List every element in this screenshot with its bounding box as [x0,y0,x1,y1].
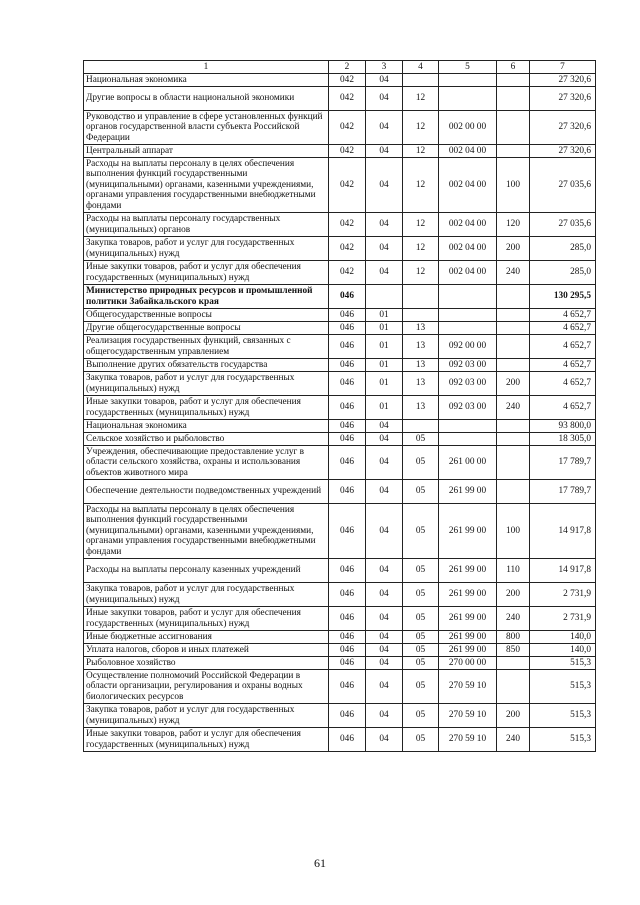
admin-code-cell: 046 [329,396,366,420]
amount-cell: 285,0 [530,261,596,285]
section-cell: 04 [366,87,403,111]
amount-cell: 93 800,0 [530,420,596,433]
target-article-cell: 002 04 00 [439,237,497,261]
expense-type-cell [497,420,530,433]
table-row [84,670,596,704]
amount-cell: 17 789,7 [530,480,596,504]
section-cell: 04 [366,111,403,145]
target-article-cell: 002 04 00 [439,261,497,285]
table-row [84,359,596,372]
table-row [84,335,596,359]
row-name-cell: Учреждения, обеспечивающие предоставление услуг в области сельского хозяйства, охраны и использования объектов животного мира [84,446,329,480]
expense-type-cell [497,309,530,322]
row-name-cell: Расходы на выплаты персоналу в целях обеспечения выполнения функций государственными (муниципальными) органами, казенными учреждениями, органами управления государственными внебюджетными фондами [84,504,329,559]
section-cell: 01 [366,359,403,372]
amount-cell: 27 320,6 [530,145,596,158]
expense-type-cell: 240 [497,261,530,285]
subsection-cell: 05 [403,583,439,607]
admin-code-cell: 046 [329,446,366,480]
table-row [84,145,596,158]
row-name-cell: Расходы на выплаты персоналу государственных (муниципальных) органов [84,213,329,237]
section-cell: 04 [366,433,403,446]
amount-cell: 285,0 [530,237,596,261]
section-cell: 01 [366,372,403,396]
target-article-cell [439,322,497,335]
expense-type-cell: 240 [497,728,530,752]
row-name-cell: Иные закупки товаров, работ и услуг для обеспечения государственных (муниципальных) нужд [84,607,329,631]
row-name-cell: Расходы на выплаты персоналу в целях обеспечения выполнения функций государственными (муниципальными) органами, казенными учреждениями, органами управления государственными внебюджетными фондами [84,158,329,213]
target-article-cell: 261 99 00 [439,504,497,559]
section-cell: 01 [366,335,403,359]
target-article-cell [439,87,497,111]
row-name-cell: Иные бюджетные ассигнования [84,631,329,644]
subsection-cell: 05 [403,704,439,728]
amount-cell: 4 652,7 [530,396,596,420]
expense-type-cell [497,87,530,111]
target-article-cell [439,420,497,433]
expense-type-cell [497,446,530,480]
expense-type-cell: 800 [497,631,530,644]
target-article-cell: 002 04 00 [439,145,497,158]
section-cell: 04 [366,145,403,158]
table-row [84,213,596,237]
target-article-cell: 092 00 00 [439,335,497,359]
amount-cell: 4 652,7 [530,322,596,335]
section-cell: 04 [366,213,403,237]
section-cell: 04 [366,583,403,607]
admin-code-cell: 046 [329,372,366,396]
subsection-cell: 05 [403,644,439,657]
table-row [84,704,596,728]
row-name-cell: Закупка товаров, работ и услуг для государственных (муниципальных) нужд [84,704,329,728]
subsection-cell: 05 [403,607,439,631]
amount-cell: 4 652,7 [530,309,596,322]
subsection-cell: 05 [403,670,439,704]
row-name-cell: Центральный аппарат [84,145,329,158]
amount-cell: 14 917,8 [530,504,596,559]
table-row [84,504,596,559]
target-article-cell: 270 00 00 [439,657,497,670]
expense-type-cell [497,670,530,704]
expense-type-cell [497,111,530,145]
amount-cell: 515,3 [530,728,596,752]
row-name-cell: Сельское хозяйство и рыболовство [84,433,329,446]
row-name-cell: Министерство природных ресурсов и промышленной политики Забайкальского края [84,285,329,309]
row-name-cell: Уплата налогов, сборов и иных платежей [84,644,329,657]
admin-code-cell: 042 [329,74,366,87]
section-cell: 04 [366,504,403,559]
amount-cell: 2 731,9 [530,607,596,631]
table-row [84,433,596,446]
row-name-cell: Закупка товаров, работ и услуг для государственных (муниципальных) нужд [84,237,329,261]
expense-type-cell [497,657,530,670]
expense-type-cell [497,285,530,309]
section-cell: 04 [366,237,403,261]
target-article-cell: 002 00 00 [439,111,497,145]
section-cell: 04 [366,446,403,480]
table-row [84,559,596,583]
target-article-cell: 092 03 00 [439,359,497,372]
table-row [84,372,596,396]
table-row [84,420,596,433]
admin-code-cell: 046 [329,583,366,607]
row-name-cell: Другие вопросы в области национальной экономики [84,87,329,111]
target-article-cell: 002 04 00 [439,213,497,237]
admin-code-cell: 042 [329,237,366,261]
subsection-cell: 05 [403,631,439,644]
expense-type-cell: 200 [497,583,530,607]
amount-cell: 4 652,7 [530,359,596,372]
admin-code-cell: 046 [329,322,366,335]
table-row [84,631,596,644]
section-cell: 04 [366,420,403,433]
table-row [84,237,596,261]
subsection-cell: 12 [403,145,439,158]
expense-type-cell [497,74,530,87]
table-row [84,111,596,145]
expense-type-cell: 240 [497,396,530,420]
section-cell: 04 [366,480,403,504]
amount-cell: 27 320,6 [530,111,596,145]
target-article-cell [439,74,497,87]
subsection-cell: 12 [403,158,439,213]
subsection-cell: 12 [403,87,439,111]
target-article-cell: 261 99 00 [439,559,497,583]
row-name-cell: Закупка товаров, работ и услуг для государственных (муниципальных) нужд [84,583,329,607]
admin-code-cell: 042 [329,213,366,237]
subsection-cell [403,74,439,87]
target-article-cell [439,285,497,309]
section-cell: 01 [366,396,403,420]
section-cell: 04 [366,728,403,752]
section-cell: 04 [366,670,403,704]
subsection-cell: 12 [403,213,439,237]
amount-cell: 130 295,5 [530,285,596,309]
subsection-cell [403,285,439,309]
admin-code-cell: 046 [329,359,366,372]
amount-cell: 27 035,6 [530,158,596,213]
section-cell: 04 [366,261,403,285]
expense-type-cell: 200 [497,237,530,261]
expense-type-cell: 100 [497,158,530,213]
subsection-cell: 12 [403,111,439,145]
target-article-cell: 261 00 00 [439,446,497,480]
table-row [84,74,596,87]
expense-type-cell [497,335,530,359]
target-article-cell: 261 99 00 [439,480,497,504]
subsection-cell: 05 [403,480,439,504]
section-cell: 01 [366,322,403,335]
target-article-cell: 270 59 10 [439,670,497,704]
expense-type-cell [497,322,530,335]
admin-code-cell: 042 [329,87,366,111]
table-row [84,261,596,285]
target-article-cell: 092 03 00 [439,372,497,396]
table-row [84,657,596,670]
admin-code-cell: 046 [329,704,366,728]
subsection-cell: 05 [403,446,439,480]
admin-code-cell: 046 [329,670,366,704]
admin-code-cell: 046 [329,480,366,504]
amount-cell: 2 731,9 [530,583,596,607]
header-cell: 7 [530,61,596,74]
subsection-cell: 13 [403,335,439,359]
expense-type-cell: 850 [497,644,530,657]
amount-cell: 18 305,0 [530,433,596,446]
table-row [84,322,596,335]
amount-cell: 515,3 [530,670,596,704]
admin-code-cell: 046 [329,607,366,631]
admin-code-cell: 046 [329,631,366,644]
amount-cell: 27 320,6 [530,74,596,87]
expense-type-cell: 240 [497,607,530,631]
header-cell: 3 [366,61,403,74]
header-cell: 5 [439,61,497,74]
admin-code-cell: 046 [329,285,366,309]
subsection-cell: 05 [403,433,439,446]
row-name-cell: Рыболовное хозяйство [84,657,329,670]
row-name-cell: Расходы на выплаты персоналу казенных учреждений [84,559,329,583]
expense-type-cell: 100 [497,504,530,559]
subsection-cell: 05 [403,728,439,752]
section-cell: 04 [366,644,403,657]
expense-type-cell: 110 [497,559,530,583]
section-cell: 04 [366,657,403,670]
section-cell: 04 [366,631,403,644]
table-row [84,396,596,420]
target-article-cell: 261 99 00 [439,583,497,607]
admin-code-cell: 046 [329,309,366,322]
header-cell: 6 [497,61,530,74]
target-article-cell: 002 04 00 [439,158,497,213]
admin-code-cell: 046 [329,504,366,559]
section-cell: 01 [366,309,403,322]
expense-type-cell: 200 [497,704,530,728]
admin-code-cell: 046 [329,433,366,446]
page-number: 61 [314,856,326,870]
subsection-cell: 13 [403,396,439,420]
target-article-cell [439,433,497,446]
amount-cell: 140,0 [530,631,596,644]
target-article-cell: 261 99 00 [439,631,497,644]
admin-code-cell: 042 [329,111,366,145]
expense-type-cell [497,359,530,372]
admin-code-cell: 046 [329,559,366,583]
row-name-cell: Реализация государственных функций, связанных с общегосударственным управлением [84,335,329,359]
target-article-cell [439,309,497,322]
section-cell: 04 [366,74,403,87]
table-row [84,285,596,309]
table-row [84,87,596,111]
expense-type-cell [497,480,530,504]
admin-code-cell: 046 [329,420,366,433]
amount-cell: 27 035,6 [530,213,596,237]
admin-code-cell: 046 [329,335,366,359]
subsection-cell: 12 [403,237,439,261]
table-row [84,607,596,631]
table-row [84,158,596,213]
table-row [84,446,596,480]
table-row [84,480,596,504]
section-cell: 04 [366,559,403,583]
section-cell [366,285,403,309]
table-row [84,728,596,752]
row-name-cell: Национальная экономика [84,420,329,433]
expense-type-cell [497,433,530,446]
subsection-cell [403,420,439,433]
target-article-cell: 270 59 10 [439,728,497,752]
row-name-cell: Иные закупки товаров, работ и услуг для обеспечения государственных (муниципальных) нужд [84,261,329,285]
row-name-cell: Закупка товаров, работ и услуг для государственных (муниципальных) нужд [84,372,329,396]
header-cell: 4 [403,61,439,74]
subsection-cell: 05 [403,559,439,583]
amount-cell: 17 789,7 [530,446,596,480]
row-name-cell: Иные закупки товаров, работ и услуг для обеспечения государственных (муниципальных) нужд [84,728,329,752]
table-row [84,583,596,607]
row-name-cell: Выполнение других обязательств государства [84,359,329,372]
row-name-cell: Национальная экономика [84,74,329,87]
target-article-cell: 092 03 00 [439,396,497,420]
amount-cell: 14 917,8 [530,559,596,583]
admin-code-cell: 042 [329,261,366,285]
row-name-cell: Руководство и управление в сфере установленных функций органов государственной власти субъекта Российской Федерации [84,111,329,145]
header-cell: 1 [84,61,329,74]
table-row [84,309,596,322]
amount-cell: 27 320,6 [530,87,596,111]
section-cell: 04 [366,704,403,728]
section-cell: 04 [366,158,403,213]
target-article-cell: 261 99 00 [439,607,497,631]
admin-code-cell: 046 [329,728,366,752]
amount-cell: 515,3 [530,657,596,670]
admin-code-cell: 042 [329,158,366,213]
subsection-cell [403,309,439,322]
table-row [84,644,596,657]
row-name-cell: Общегосударственные вопросы [84,309,329,322]
subsection-cell: 13 [403,359,439,372]
amount-cell: 4 652,7 [530,372,596,396]
subsection-cell: 13 [403,322,439,335]
subsection-cell: 13 [403,372,439,396]
header-cell: 2 [329,61,366,74]
expense-type-cell: 120 [497,213,530,237]
amount-cell: 4 652,7 [530,335,596,359]
section-cell: 04 [366,607,403,631]
target-article-cell: 270 59 10 [439,704,497,728]
admin-code-cell: 046 [329,644,366,657]
admin-code-cell: 046 [329,657,366,670]
amount-cell: 140,0 [530,644,596,657]
row-name-cell: Осуществление полномочий Российской Федерации в области организации, регулирования и охраны водных биологических ресурсов [84,670,329,704]
row-name-cell: Иные закупки товаров, работ и услуг для обеспечения государственных (муниципальных) нужд [84,396,329,420]
subsection-cell: 12 [403,261,439,285]
amount-cell: 515,3 [530,704,596,728]
expense-type-cell [497,145,530,158]
subsection-cell: 05 [403,504,439,559]
budget-table [83,60,596,752]
admin-code-cell: 042 [329,145,366,158]
table-header-row [84,61,596,74]
expense-type-cell: 200 [497,372,530,396]
row-name-cell: Другие общегосударственные вопросы [84,322,329,335]
subsection-cell: 05 [403,657,439,670]
target-article-cell: 261 99 00 [439,644,497,657]
row-name-cell: Обеспечение деятельности подведомственных учреждений [84,480,329,504]
